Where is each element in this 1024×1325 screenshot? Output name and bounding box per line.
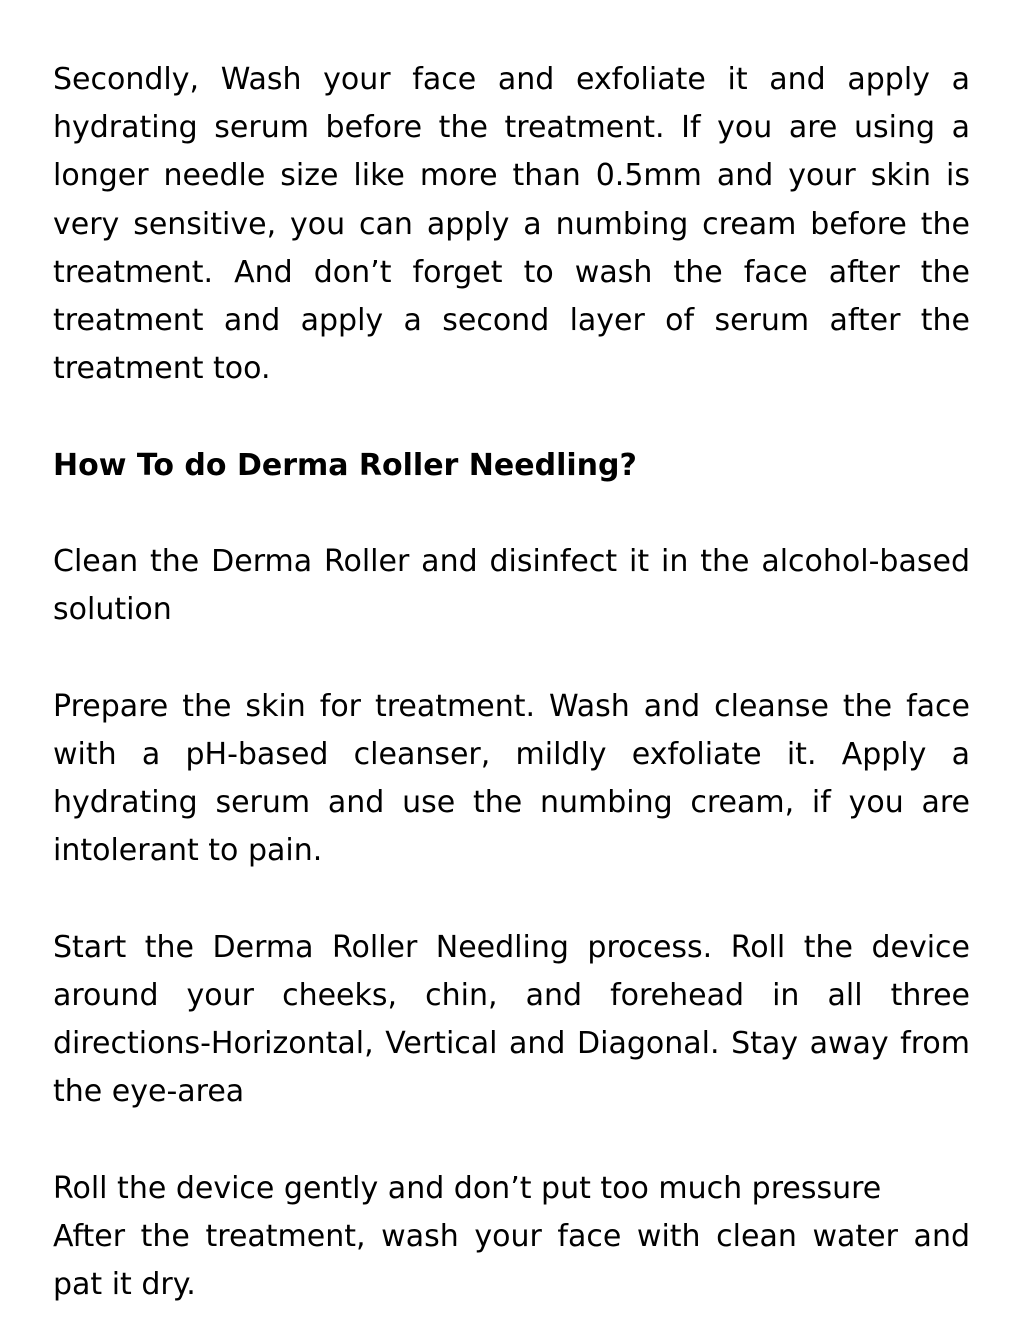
section-heading: How To do Derma Roller Needling? — [53, 447, 637, 483]
paragraph-spacer — [53, 393, 970, 441]
paragraph-spacer — [53, 1116, 970, 1164]
step-roll-gently: Roll the device gently and don’t put too much pressure — [53, 1170, 882, 1206]
step-after-treatment: After the treatment, wash your face with clean water and pat it dry. — [53, 1218, 970, 1302]
paragraph-spacer — [53, 875, 970, 923]
paragraph-spacer — [53, 490, 970, 538]
intro-paragraph: Secondly, Wash your face and exfoliate it and apply a hydrating serum before the treatment. If you are using a longer needle size like more than 0.5mm and your skin is very sensitive, you can apply a numbing cream before the treatment. And don’t forget to wash the face after the treatment and apply a second layer of serum after the treatment too. — [53, 62, 970, 387]
step-prepare-skin: Prepare the skin for treatment. Wash and cleanse the face with a pH-based cleanser, mildly exfoliate it. Apply a hydrating serum and use the numbing cream, if you are intolerant to pain. — [53, 688, 970, 869]
document-page — [53, 56, 970, 1309]
paragraph-spacer — [53, 634, 970, 682]
step-clean-roller: Clean the Derma Roller and disinfect it in the alcohol-based solution — [53, 544, 970, 628]
step-start-needling: Start the Derma Roller Needling process. Roll the device around your cheeks, chin, and forehead in all three directions-Horizontal, Vertical and Diagonal. Stay away from the eye-area — [53, 929, 970, 1110]
